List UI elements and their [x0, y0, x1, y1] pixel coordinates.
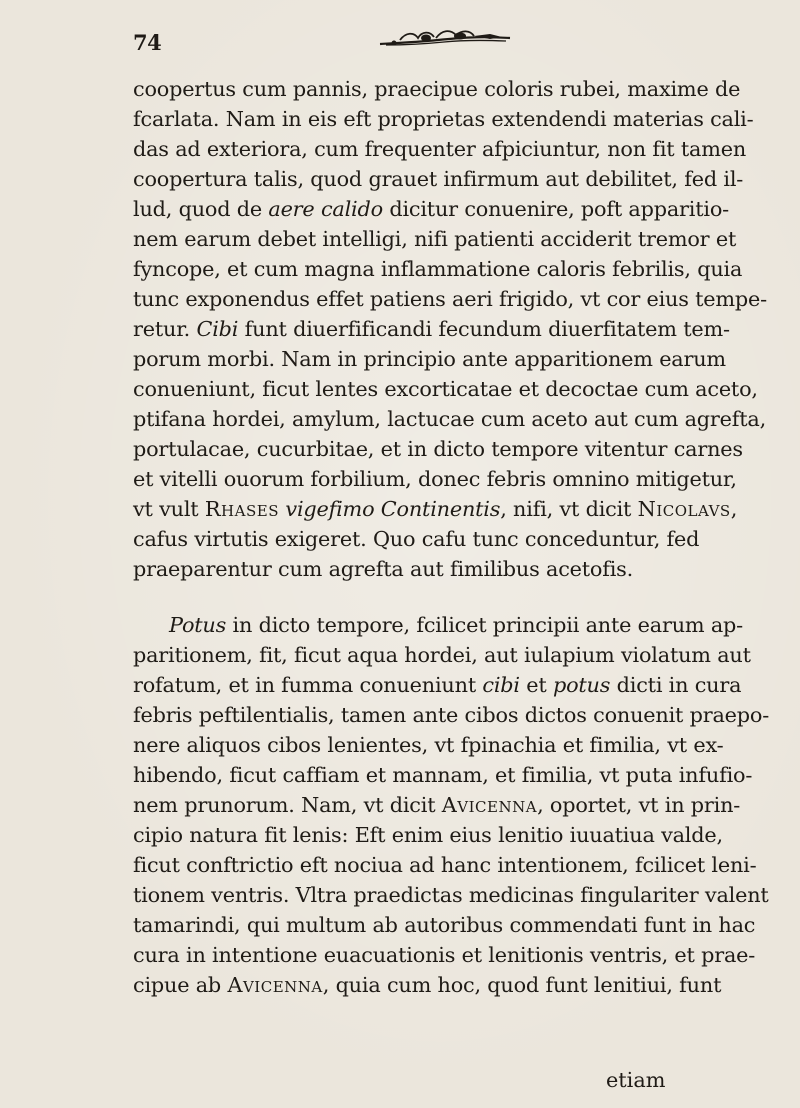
text-line: das ad exteriora, cum frequenter afpiciuntur, non fit tamen [133, 137, 747, 161]
author-name: Avicenna [441, 793, 538, 817]
text-line: nere aliquos cibos lenientes, vt fpinachia et fimilia, vt ex- [133, 733, 724, 757]
catchword: etiam [606, 1068, 666, 1092]
text-line [133, 610, 743, 640]
text-line: febris peftilentialis, tamen ante cibos dictos conuenit praepo- [133, 703, 770, 727]
text-line: praeparentur cum agrefta aut fimilibus acetofis. [133, 557, 634, 581]
text-segment: , nifi, vt dicit [500, 497, 638, 521]
text-line: coopertus cum pannis, praecipue coloris rubei, maxime de [133, 77, 741, 101]
text-line [133, 790, 741, 820]
paragraph-gap [133, 584, 668, 610]
text-segment: , [730, 497, 738, 521]
text-segment: nem prunorum. Nam, vt dicit [133, 793, 442, 817]
text-line: tunc exponendus effet patiens aeri frigido, vt cor eius tempe- [133, 287, 767, 311]
text-line [133, 970, 722, 1000]
italic-phrase: aere calido [268, 197, 383, 221]
text-segment: dicitur conuenire, poft apparitio- [382, 197, 729, 221]
text-line: ficut conftrictio eft nociua ad hanc intentionem, fcilicet leni- [133, 853, 757, 877]
author-name: Nicolavs [637, 497, 731, 521]
text-line: paritionem, fit, ficut aqua hordei, aut iulapium violatum aut [133, 643, 751, 667]
italic-phrase: cibi [482, 673, 520, 697]
text-line: et vitelli ouorum forbilium, donec febris omnino mitigetur, [133, 467, 737, 491]
text-segment: et [519, 673, 553, 697]
text-line: porum morbi. Nam in principio ante apparitionem earum [133, 347, 726, 371]
text-line: ptifana hordei, amylum, lactucae cum aceto aut cum agrefta, [133, 407, 767, 431]
text-segment: dicti in cura [610, 673, 742, 697]
author-name: Rhases [204, 497, 279, 521]
text-segment: retur. [133, 317, 197, 341]
italic-phrase: Potus [169, 613, 227, 637]
text-segment: , oportet, vt in prin- [537, 793, 741, 817]
text-segment: , quia cum hoc, quod funt lenitiui, funt [322, 973, 722, 997]
italic-phrase: vigefimo Continentis [285, 497, 501, 521]
text-line [133, 670, 742, 700]
text-line [133, 314, 730, 344]
text-line: conueniunt, ficut lentes excorticatae et decoctae cum aceto, [133, 377, 758, 401]
text-line: fyncope, et cum magna inflammatione caloris febrilis, quia [133, 257, 743, 281]
text-segment: lud, quod de [133, 197, 269, 221]
text-line: tamarindi, qui multum ab autoribus commendati funt in hac [133, 913, 756, 937]
italic-phrase: Cibi [196, 317, 239, 341]
text-line: cafus virtutis exigeret. Quo cafu tunc conceduntur, fed [133, 527, 700, 551]
text-line: fcarlata. Nam in eis eft proprietas extendendi materias cali- [133, 107, 754, 131]
author-name: Avicenna [227, 973, 323, 997]
text-line [133, 494, 738, 524]
text-line: portulacae, cucurbitae, et in dicto tempore vitentur carnes [133, 437, 743, 461]
text-line: nem earum debet intelligi, nifi patienti acciderit tremor et [133, 227, 737, 251]
main-text [133, 74, 770, 1000]
text-segment: cipue ab [133, 973, 228, 997]
text-segment: in dicto tempore, fcilicet principii ante earum ap- [226, 613, 743, 637]
text-line: cipio natura fit lenis: Eft enim eius lenitio iuuatiua valde, [133, 823, 723, 847]
text-line: cura in intentione euacuationis et lenitionis ventris, et prae- [133, 943, 756, 967]
head-ornament-icon [378, 26, 512, 52]
page-number: 74 [133, 30, 162, 55]
text-line: coopertura talis, quod grauet infirmum aut debilitet, fed il- [133, 167, 744, 191]
text-segment: rofatum, et in fumma conueniunt [133, 673, 483, 697]
text-line: hibendo, ficut caffiam et mannam, et fimilia, vt puta infufio- [133, 763, 753, 787]
text-line: tionem ventris. Vltra praedictas medicinas fingulariter valent [133, 883, 769, 907]
text-segment: vt vult [133, 497, 205, 521]
text-line [133, 194, 729, 224]
text-segment: funt diuerfificandi fecundum diuerfitatem tem- [238, 317, 730, 341]
italic-phrase: potus [552, 673, 611, 697]
